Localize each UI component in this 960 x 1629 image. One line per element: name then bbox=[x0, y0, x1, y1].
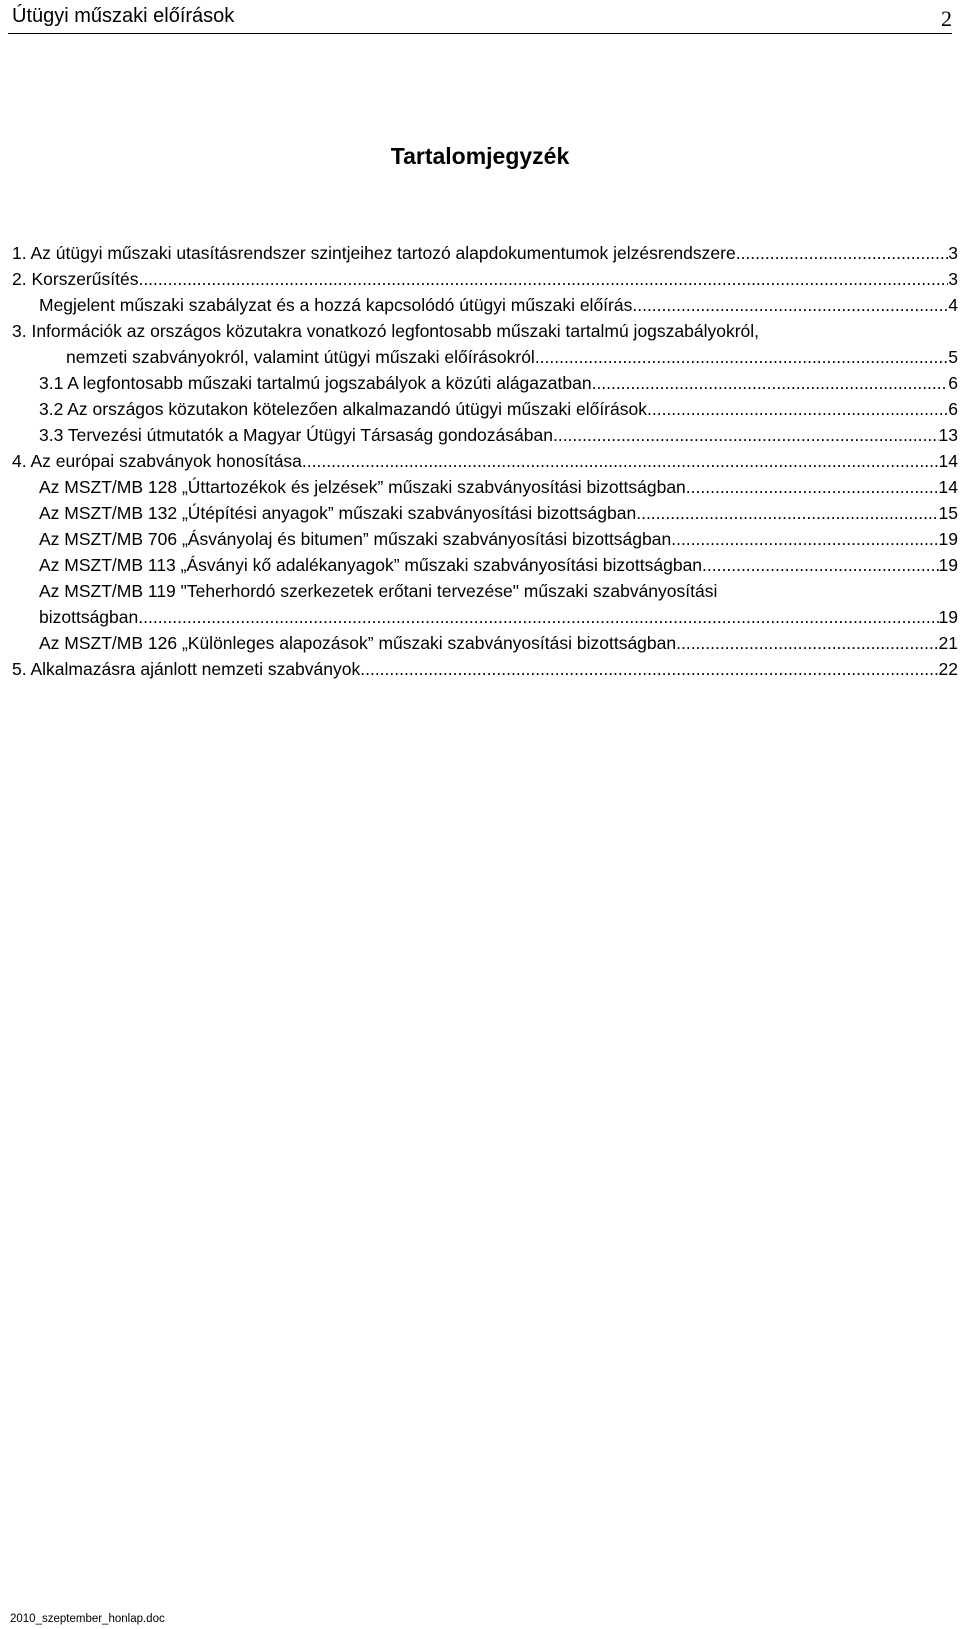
header-page-number: 2 bbox=[941, 6, 952, 31]
dot-leader bbox=[686, 474, 939, 500]
toc-heading: Tartalomjegyzék bbox=[390, 143, 570, 169]
toc-entry-page: 3 bbox=[948, 243, 958, 263]
dot-leader bbox=[736, 240, 949, 266]
dot-leader bbox=[671, 526, 938, 552]
toc-entry-page: 19 bbox=[938, 529, 958, 549]
toc-entry-text: 3.2 Az országos közutakon kötelezően alkalmazandó útügyi műszaki előírások bbox=[39, 399, 647, 419]
toc-entry-page: 13 bbox=[938, 425, 958, 445]
toc-entry-page: 3 bbox=[948, 269, 958, 289]
toc-entry-page: 15 bbox=[938, 503, 958, 523]
toc-entry-text: Az MSZT/MB 126 „Különleges alapozások” műszaki szabványosítási bizottságban bbox=[39, 633, 677, 653]
toc-entry-page: 21 bbox=[938, 633, 958, 653]
toc-entry-3-3[interactable] bbox=[12, 422, 958, 448]
header-title: Útügyi műszaki előírások bbox=[12, 5, 235, 27]
footer-filename: 2010_szeptember_honlap.doc bbox=[10, 1613, 165, 1625]
toc-entry-text: 3.1 A legfontosabb műszaki tartalmú jogszabályok a közúti alágazatban bbox=[39, 373, 592, 393]
dot-leader bbox=[676, 630, 938, 656]
toc-entry-4-mb119[interactable] bbox=[12, 578, 958, 630]
toc-entry-page: 14 bbox=[938, 451, 958, 471]
toc-entry-page: 19 bbox=[938, 607, 958, 627]
toc-entry-text-line2: bizottságban bbox=[39, 607, 139, 627]
toc-entry-text-line1: 3. Információk az országos közutakra vonatkozó legfontosabb műszaki tartalmú jogszabályokról, bbox=[12, 321, 760, 341]
toc-entry-4-mb128[interactable] bbox=[12, 474, 958, 500]
toc-entry-2[interactable] bbox=[12, 266, 958, 292]
toc-entry-text: Az MSZT/MB 128 „Úttartozékok és jelzések” műszaki szabványosítási bizottságban bbox=[39, 477, 686, 497]
toc-entry-page: 6 bbox=[948, 399, 958, 419]
toc-entry-text: 3.3 Tervezési útmutatók a Magyar Útügyi Társaság gondozásában bbox=[39, 425, 553, 445]
toc-entry-5[interactable] bbox=[12, 656, 958, 682]
toc-entry-text: 1. Az útügyi műszaki utasításrendszer szintjeihez tartozó alapdokumentumok jelzésrendszere bbox=[12, 243, 736, 263]
toc-entry-text-line1: Az MSZT/MB 119 "Teherhordó szerkezetek erőtani tervezése" műszaki szabványosítási bbox=[39, 581, 718, 601]
dot-leader bbox=[636, 500, 938, 526]
toc-entry-3-2[interactable] bbox=[12, 396, 958, 422]
table-of-contents bbox=[12, 240, 958, 682]
dot-leader bbox=[702, 552, 938, 578]
toc-entry-text: 5. Alkalmazásra ajánlott nemzeti szabványok bbox=[12, 659, 361, 679]
toc-entry-4-mb113[interactable] bbox=[12, 552, 958, 578]
toc-entry-text: Megjelent műszaki szabályzat és a hozzá kapcsolódó útügyi műszaki előírás bbox=[39, 295, 633, 315]
toc-entry-text: 2. Korszerűsítés bbox=[12, 269, 139, 289]
page-header bbox=[8, 0, 952, 34]
toc-entry-text: Az MSZT/MB 113 „Ásványi kő adalékanyagok” műszaki szabványosítási bizottságban bbox=[39, 555, 703, 575]
toc-entry-page: 22 bbox=[938, 659, 958, 679]
dot-leader bbox=[535, 344, 948, 370]
toc-entry-text-line2: nemzeti szabványokról, valamint útügyi műszaki előírásokról bbox=[66, 347, 535, 367]
toc-entry-page: 19 bbox=[938, 555, 958, 575]
toc-entry-text: Az MSZT/MB 132 „Útépítési anyagok” műszaki szabványosítási bizottságban bbox=[39, 503, 637, 523]
toc-entry-4[interactable] bbox=[12, 448, 958, 474]
dot-leader bbox=[592, 370, 949, 396]
dot-leader bbox=[138, 604, 938, 630]
toc-entry-text: Az MSZT/MB 706 „Ásványolaj és bitumen” műszaki szabványosítási bizottságban bbox=[39, 529, 672, 549]
toc-entry-page: 5 bbox=[948, 347, 958, 367]
toc-entry-4-mb132[interactable] bbox=[12, 500, 958, 526]
toc-entry-4-mb126[interactable] bbox=[12, 630, 958, 656]
toc-entry-2-sub[interactable] bbox=[12, 292, 958, 318]
toc-entry-page: 4 bbox=[948, 295, 958, 315]
dot-leader bbox=[553, 422, 939, 448]
toc-entry-1[interactable] bbox=[12, 240, 958, 266]
dot-leader bbox=[632, 292, 948, 318]
dot-leader bbox=[138, 266, 948, 292]
dot-leader bbox=[647, 396, 948, 422]
dot-leader bbox=[302, 448, 939, 474]
toc-entry-3[interactable] bbox=[12, 318, 958, 370]
toc-entry-4-mb706[interactable] bbox=[12, 526, 958, 552]
dot-leader bbox=[360, 656, 938, 682]
toc-entry-page: 6 bbox=[948, 373, 958, 393]
toc-entry-3-1[interactable] bbox=[12, 370, 958, 396]
toc-entry-page: 14 bbox=[938, 477, 958, 497]
toc-entry-text: 4. Az európai szabványok honosítása bbox=[12, 451, 302, 471]
